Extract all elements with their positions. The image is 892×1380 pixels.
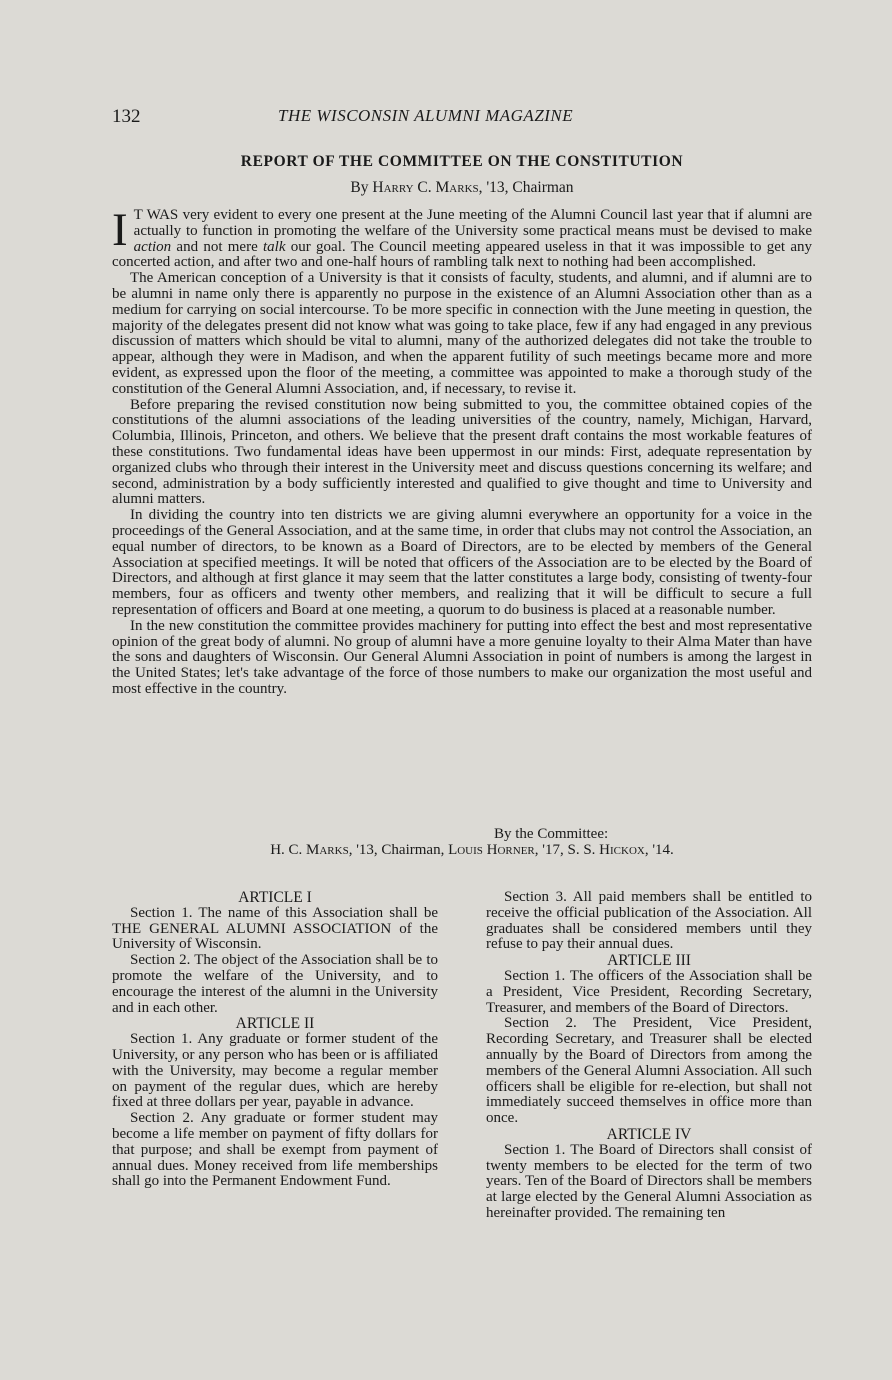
article-section: Section 2. Any graduate or former student may become a life member on payment of fifty dollars for that purpose; and shall be exempt from payment of annual dues. Money received from life memberships shall go into the Permanent Endowment Fund. [112, 1110, 438, 1190]
byline-suffix: , '13, Chairman [478, 179, 574, 196]
member-detail: , '17, [534, 842, 568, 858]
constitution-left-column [112, 890, 438, 1190]
signoff [112, 826, 812, 858]
byline-author: Harry C. Marks [372, 179, 479, 196]
emphasis-talk: talk [263, 238, 286, 255]
by-committee: By the Committee: [494, 826, 609, 842]
paragraph-2: The American conception of a University is that it consists of faculty, students, and alumni, and if alumni are to be alumni in name only there is apparently no purpose in the existence of an Alumni Association other than as a medium for carrying on social intercourse. To be more specific in connection with the June meeting in question, the majority of the delegates present did not know what was going to take place, few if any had engaged in any previous discussion of matters which should be vital to alumni, many of the authorized delegates did not take the trouble to appear, although they were in Madison, and when the apparent futility of such meetings became more and more evident, as expressed upon the floor of the meeting, a committee was appointed to make a thorough study of the constitution of the General Alumni Association, and, if necessary, to revise it. [112, 270, 812, 397]
article-section: Section 2. The object of the Association shall be to promote the welfare of the University, and to encourage the interest of the alumni in the University and in each other. [112, 952, 438, 1016]
paragraph-3: Before preparing the revised constitution now being submitted to you, the committee obtained copies of the constitutions of the alumni associations of the leading universities of the country, namely, Michigan, Harvard, Columbia, Illinois, Princeton, and others. We believe that the present draft contains the most workable features of these constitutions. Two fundamental ideas have been uppermost in our minds: First, adequate representation by organized clubs who through their interest in the University meet and discuss questions concerning its welfare; and second, administration by a body sufficiently interested and qualified to give thought and time to University and alumni matters. [112, 396, 812, 508]
paragraph-1-text: T WAS very evident to every one present at the June meeting of the Alumni Council last year that if alumni are actually to function in promoting the welfare of the University some practical means must be devised to make [133, 207, 812, 239]
article-heading: ARTICLE III [607, 952, 691, 970]
member-name: Louis Horner [448, 842, 535, 858]
paragraph-1 [112, 204, 812, 271]
article-section: Section 1. Any graduate or former student of the University, or any person who has been or is affiliated with the University, may become a regular member on payment of the regular dues, which are hereby fixed at three dollars per year, payable in advance. [112, 1031, 438, 1111]
paragraph-4: In dividing the country into ten districts we are giving alumni everywhere an opportunity for a voice in the proceedings of the General Association, and at the same time, in order that clubs may not control the Association, an equal number of directors, to be known as a Board of Directors, are to be elected by members of the General Association at specified meetings. It will be noted that officers of the Association are to be elected by the Board of Directors, and although at first glance it may seem that the latter constitutes a large body, consisting of twenty-four members, four as officers and twenty other members, and realizing that it will be difficult to secure a full representation of officers and Board at one meeting, a quorum to do business is placed at a reasonable number. [112, 507, 812, 618]
article-section: Section 3. All paid members shall be entitled to receive the official publication of the Association. All graduates shall be considered members until they refuse to pay their annual dues. [486, 889, 812, 953]
article-heading: ARTICLE I [238, 889, 312, 906]
article-section: Section 2. The President, Vice President, Recording Secretary, and Treasurer shall be elected annually by the Board of Directors from among the members of the General Alumni Association. All such officers shall be eligible for re-election, but shall not immediately succeed themselves in office more than once. [486, 1015, 812, 1127]
paragraph-1-mid: and not mere [171, 238, 264, 255]
emphasis-action: action [133, 238, 172, 255]
article-section: Section 1. The officers of the Association shall be a President, Vice President, Recording Secretary, Treasurer, and members of the Board of Directors. [486, 967, 812, 1016]
member-name: S. S. Hickox [567, 842, 645, 858]
member-detail: , '13, Chairman, [348, 842, 449, 858]
article-section: Section 1. The name of this Association shall be THE GENERAL ALUMNI ASSOCIATION of the University of Wisconsin. [112, 904, 438, 953]
constitution-right-column [486, 890, 812, 1222]
article-section: Section 1. The Board of Directors shall consist of twenty members to be elected for the term of two years. Ten of the Board of Directors shall be members at large elected by the General Alumni Association as hereinafter provided. The remaining ten [486, 1141, 812, 1221]
article-heading: ARTICLE II [235, 1015, 315, 1033]
article-heading: ARTICLE IV [606, 1125, 692, 1143]
drop-cap: I [112, 204, 128, 256]
paragraph-1-end: our goal. The Council meeting appeared useless in that it was impossible to get any concerted action, and after two and one-half hours of rambling talk next to nothing had been accomplished. [112, 238, 812, 271]
page-number: 132 [112, 106, 141, 127]
report-title: REPORT OF THE COMMITTEE ON THE CONSTITUTION [240, 153, 684, 170]
byline-prefix: By [350, 179, 373, 196]
magazine-title: THE WISCONSIN ALUMNI MAGAZINE [278, 106, 574, 125]
report-body [112, 204, 812, 698]
committee-members [112, 842, 812, 858]
member-name: H. C. Marks [270, 842, 349, 858]
paragraph-5: In the new constitution the committee provides machinery for putting into effect the best and most representative opinion of the great body of alumni. No group of alumni have a more genuine loyalty to their Alma Mater than have the sons and daughters of Wisconsin. Our General Alumni Association in point of numbers is among the largest in the United States; let's take advantage of the force of those numbers to make our organization the most useful and most effective in the country. [112, 617, 812, 697]
running-head [112, 106, 812, 130]
byline [112, 179, 812, 197]
member-detail: , '14. [644, 842, 674, 858]
